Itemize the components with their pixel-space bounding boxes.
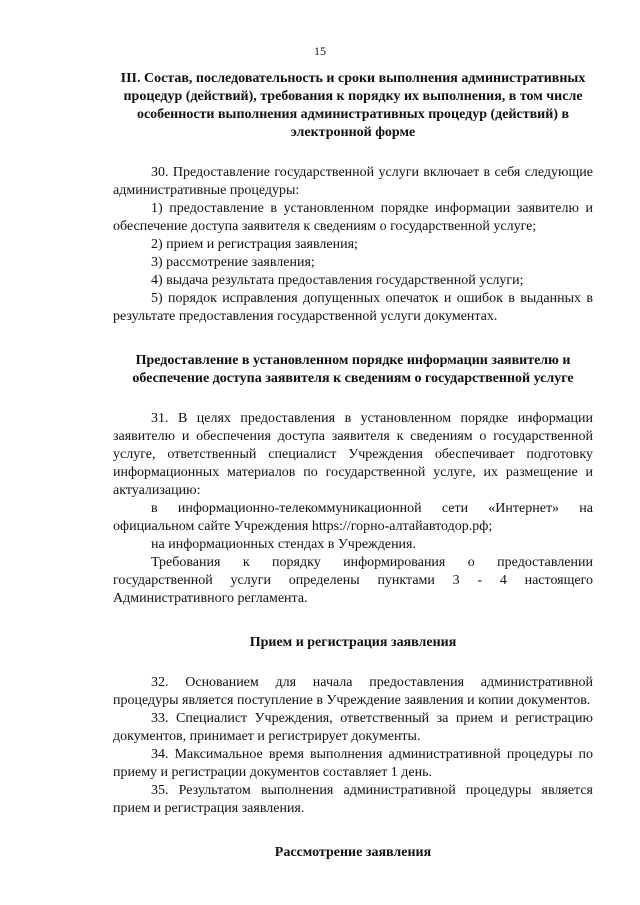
paragraph: 34. Максимальное время выполнения административной процедуры по приему и регистрации документов составляет 1 день. (113, 747, 593, 780)
list-item: 3) рассмотрение заявления; (151, 255, 315, 270)
paragraph: 32. Основанием для начала предоставления административной процедуры является поступление в Учреждение заявления и копии документов. (113, 675, 593, 708)
info-heading: Предоставление в установленном порядке информации заявителю и обеспечение доступа заявителя к сведениям о государственной услуге (132, 353, 574, 386)
list-item: 2) прием и регистрация заявления; (151, 237, 358, 252)
info-paragraphs (113, 410, 593, 608)
review-heading: Рассмотрение заявления (274, 845, 432, 860)
paragraph: 33. Специалист Учреждения, ответственный за прием и регистрацию документов, принимает и регистрирует документы. (113, 711, 593, 744)
reception-heading: Прием и регистрация заявления (249, 635, 457, 650)
paragraph: в информационно-телекоммуникационной сети «Интернет» на официальном сайте Учреждения https://горно-алтайавтодор.рф; (113, 501, 593, 534)
list-item: 5) порядок исправления допущенных опечаток и ошибок в выданных в результате предоставления государственной услуги документах. (113, 291, 593, 324)
paragraph: 30. Предоставление государственной услуги включает в себя следующие административные процедуры: (113, 165, 593, 198)
paragraph: 31. В целях предоставления в установленном порядке информации заявителю и обеспечения доступа заявителя к сведениям о государственной услуге, ответственный специалист Учреждения обеспечивает подготовку информационных материалов по государственной услуге, их размещение и актуализацию: (113, 411, 593, 498)
paragraph: на информационных стендах в Учреждения. (151, 537, 416, 552)
section-paragraphs (113, 164, 593, 326)
paragraph: Требования к порядку информирования о предоставлении государственной услуги определены пунктами 3 - 4 настоящего Административного регламента. (113, 555, 593, 606)
page-content (113, 70, 593, 862)
paragraph: 35. Результатом выполнения административной процедуры является прием и регистрация заявления. (113, 783, 593, 816)
page-number: 15 (314, 44, 326, 58)
reception-paragraphs (113, 674, 593, 818)
section-heading: III. Состав, последовательность и сроки выполнения административных процедур (действий), требования к порядку их выполнения, в том числе особенности выполнения административных процедур (действий) в электронной форме (120, 71, 586, 140)
list-item: 1) предоставление в установленном порядке информации заявителю и обеспечение доступа заявителя к сведениям о государственной услуге; (113, 201, 593, 234)
list-item: 4) выдача результата предоставления государственной услуги; (151, 273, 524, 288)
